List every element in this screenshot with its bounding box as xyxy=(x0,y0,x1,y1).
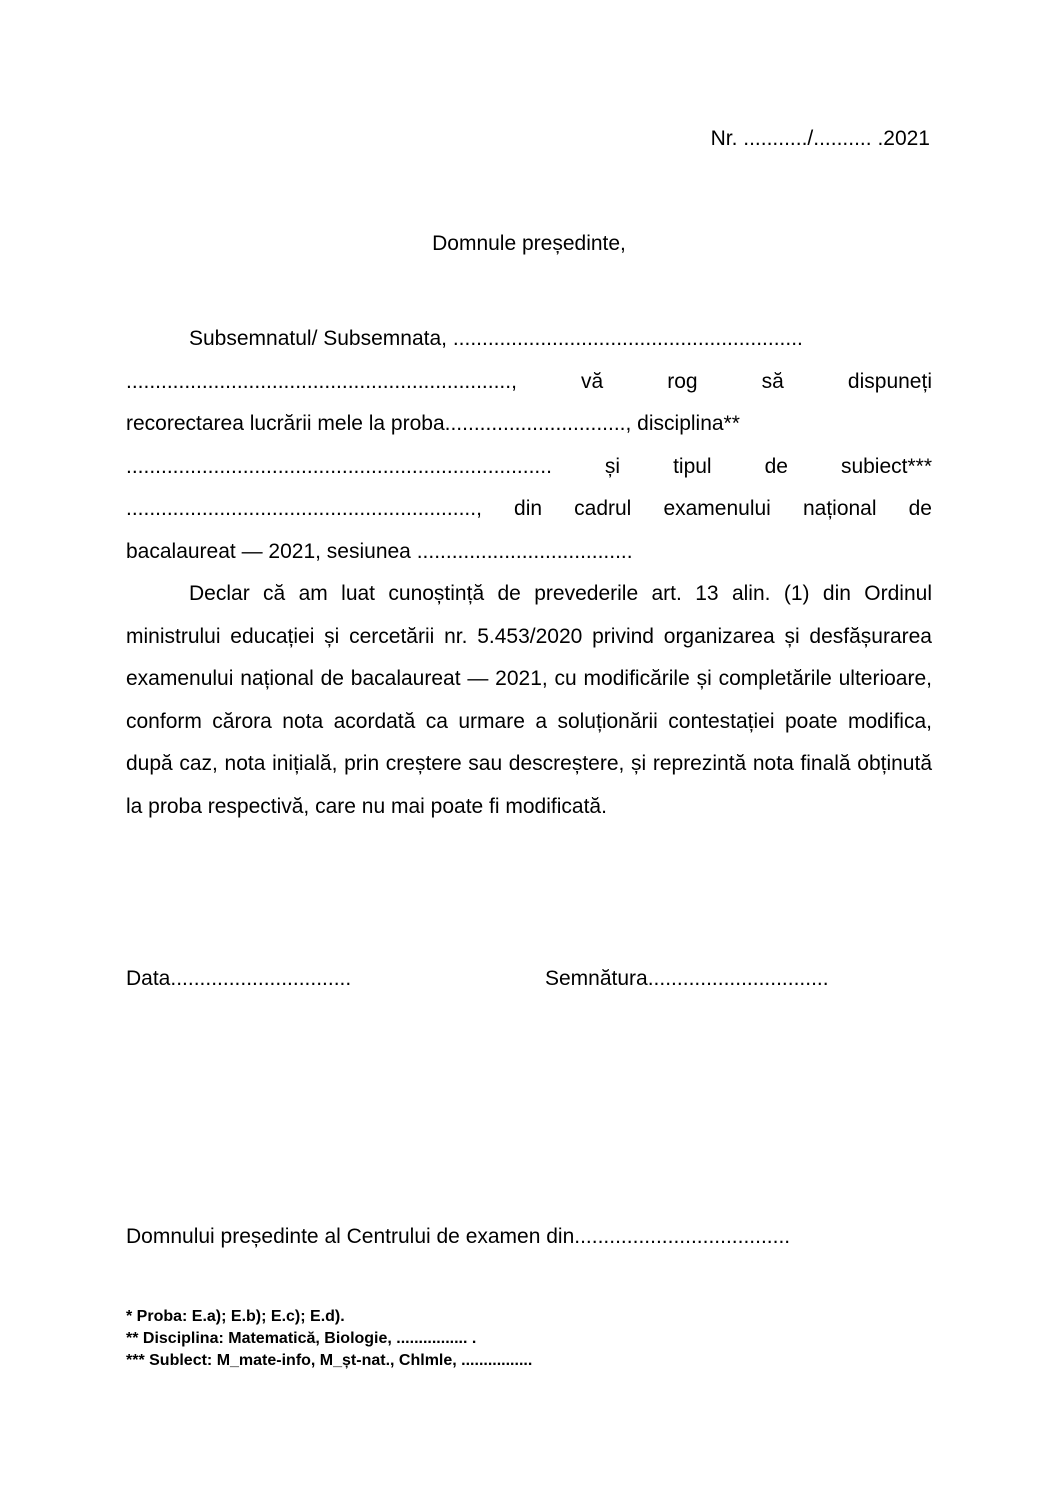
request-line-6: bacalaureat — 2021, sesiunea ..................................... xyxy=(126,539,633,563)
request-line-5: ............................................................, din cadrul examenului național de xyxy=(126,497,932,520)
recipient-line: Domnului președinte al Centrului de examen din..................................... xyxy=(126,1225,791,1248)
declaration-paragraph xyxy=(126,573,932,828)
date-field: Data............................... xyxy=(126,967,352,990)
declaration-text: Declar că am luat cunoștință de prevederile art. 13 alin. (1) din Ordinul ministrului educației și cercetării nr. 5.453/2020 privind organizarea și desfășurarea examenului național de bacalaureat — 2021, cu modificările și completările ulterioare, conform cărora nota acordată ca urmare a soluționării contestației poate modifica, după caz, nota inițială, prin creștere sau descreștere, și reprezintă nota finală obținută la proba respectivă, care nu mai poate fi modificată. xyxy=(126,582,932,818)
request-line-2: .................................................................., vă rog să dispuneți xyxy=(126,369,932,393)
request-line-1: Subsemnatul/ Subsemnata, ............................................................ xyxy=(189,327,803,350)
footnote-proba: * Proba: E.a); E.b); E.c); E.d). xyxy=(126,1308,345,1325)
footnotes xyxy=(126,1306,532,1372)
request-line-3: recorectarea lucrării mele la proba..............................., disciplina** xyxy=(126,412,740,435)
footnote-disciplina: ** Disciplina: Matematică, Biologie, ................ . xyxy=(126,1330,477,1347)
registration-number: Nr. .........../.......... .2021 xyxy=(710,127,930,150)
salutation-text: Domnule președinte, xyxy=(432,232,626,255)
request-body xyxy=(126,318,932,828)
request-line-4: ......................................................................... și tipul de subiect*** xyxy=(126,454,932,478)
salutation xyxy=(0,232,1058,256)
footnote-subiect: *** Sublect: M_mate-info, M_șt-nat., Chlmle, ................ xyxy=(126,1352,533,1369)
signature-field: Semnătura............................... xyxy=(545,967,829,990)
